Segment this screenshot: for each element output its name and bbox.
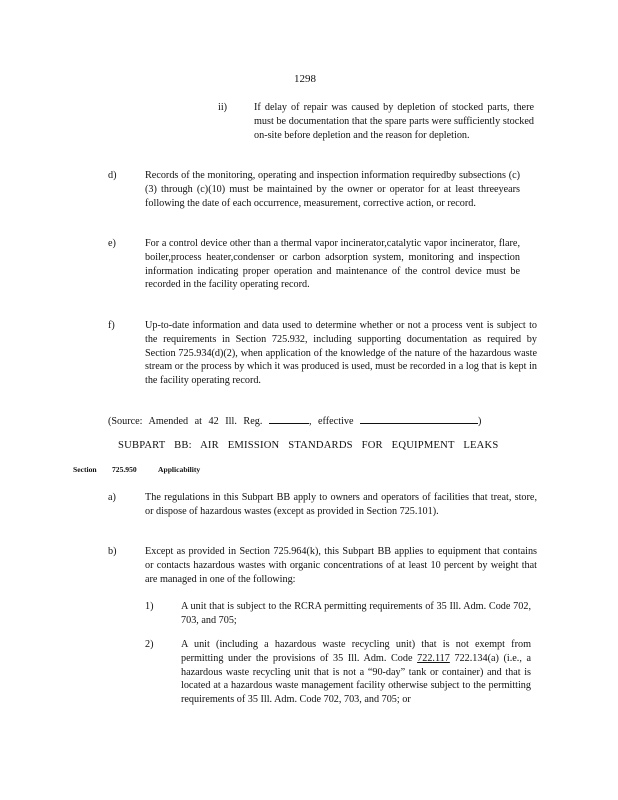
item-a-text: The regulations in this Subpart BB apply to owners and operators of facilities that treat, store, or dispose of hazardous wastes (except as provided in Section 725.101). (145, 492, 537, 517)
page-number: 1298 (294, 73, 316, 85)
section-title: Applicability (158, 465, 201, 474)
item-f-label: f) (108, 320, 115, 331)
source-middle: , effective (308, 416, 354, 427)
source-suffix: ) (478, 416, 482, 427)
item-2-struck-reference: 722.117 (417, 652, 450, 664)
source-note (108, 414, 481, 429)
item-ii-text: If delay of repair was caused by depletion of stocked parts, there must be documentation that the spare parts were sufficiently stocked on-site before depletion and the reason for depletion. (254, 102, 534, 141)
item-d-label: d) (108, 170, 117, 181)
item-e-label: e) (108, 238, 116, 249)
item-b-text: Except as provided in Section 725.964(k), this Subpart BB applies to equipment that contains or contacts hazardous wastes with organic concentrations of at least 10 percent by weight that are managed in one of the following: (145, 546, 537, 585)
item-d-text: Records of the monitoring, operating and inspection information requiredby subsections (c)(3) through (c)(10) must be maintained by the owner or operator for at least threeyears following the date of each occurrence, measurement, corrective action, or record. (145, 170, 520, 209)
item-1-text: A unit that is subject to the RCRA permitting requirements of 35 Ill. Adm. Code 702, 703, and 705; (181, 601, 531, 626)
item-2-text-after: 722.134(a) (i.e., a hazardous waste recycling unit that is not a “90-day” tank or container) and that is located at a hazardous waste management facility otherwise subject to the permitting requirements of 35 Ill. Adm. Code 702, 703, and 705; or (181, 652, 532, 706)
item-b-label: b) (108, 546, 117, 557)
item-e-text: For a control device other than a thermal vapor incinerator,catalytic vapor incinerator, flare, boiler,process heater,condenser or carbon adsorption system, monitoring and inspection information indicating proper operation and maintenance of the control device must be recorded in the facility operating record. (145, 238, 520, 291)
reg-blank (269, 414, 309, 424)
item-2-label: 2) (145, 639, 154, 650)
item-ii-label: ii) (218, 102, 228, 113)
item-1-label: 1) (145, 601, 154, 612)
item-f-text: Up-to-date information and data used to determine whether or not a process vent is subject to the requirements in Section 725.932, including supporting documentation as required by Section 725.934(d)(2), when application of the knowledge of the nature of the hazardous waste stream or the process by which it was produced is used, must be recorded in a log that is kept in the facility operating record. (145, 320, 537, 387)
section-number: 725.950 (112, 465, 137, 474)
section-label: Section (73, 465, 97, 474)
item-2-text-before: A unit (including a hazardous waste recycling unit) that is not exempt from permitting under the provisions of 35 Ill. Adm. Code (181, 639, 531, 664)
item-a-label: a) (108, 492, 116, 503)
source-prefix: (Source: Amended at 42 Ill. Reg. (108, 416, 263, 427)
item-2-text (181, 638, 531, 707)
effective-date-blank (360, 414, 478, 424)
subpart-heading: SUBPART BB: AIR EMISSION STANDARDS FOR EQUIPMENT LEAKS (118, 440, 499, 451)
